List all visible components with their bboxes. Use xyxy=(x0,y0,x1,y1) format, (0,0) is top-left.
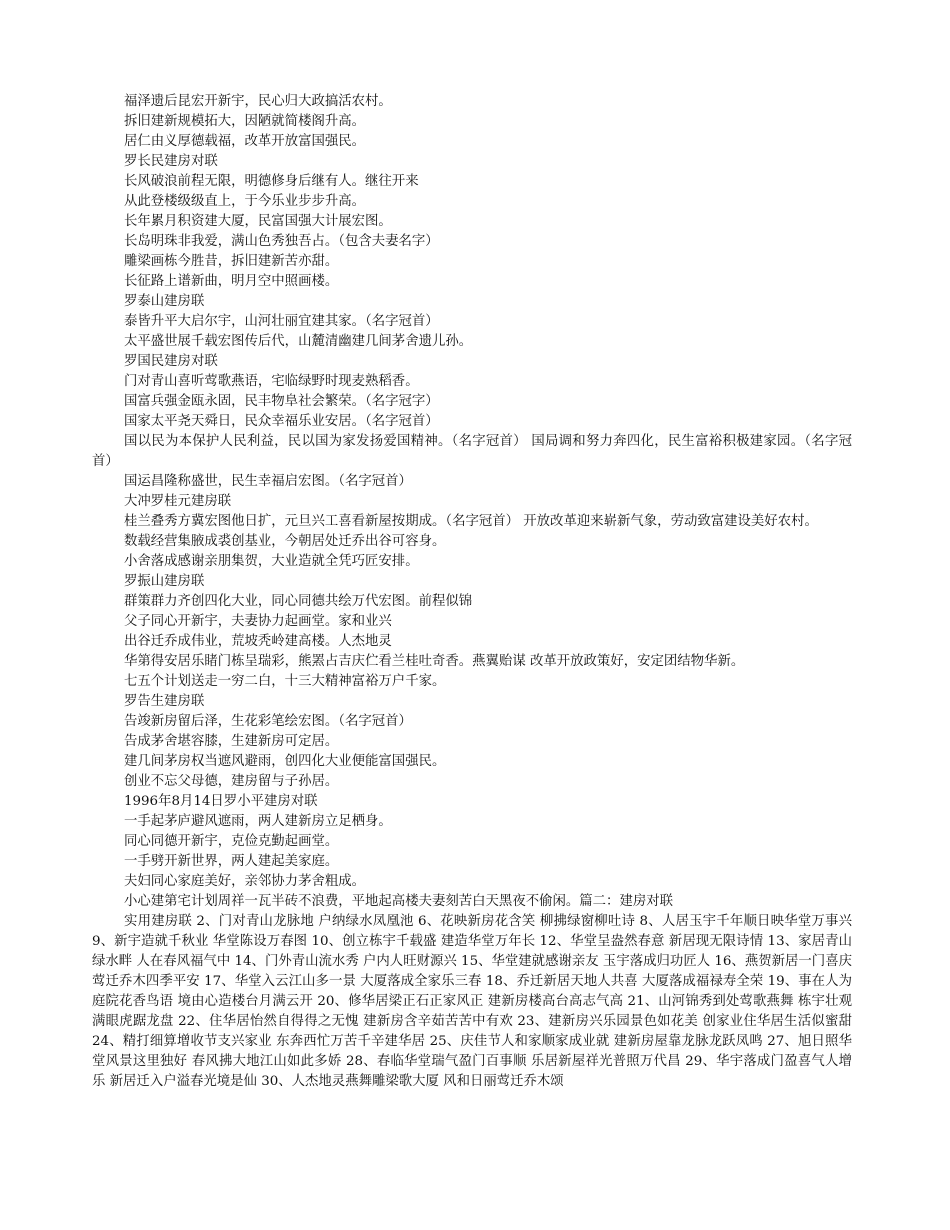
section-heading: 罗告生建房联 xyxy=(124,694,205,709)
paragraph: 夫妇同心家庭美好，亲邻协力茅舍粗成。 xyxy=(124,874,366,889)
paragraph: 太平盛世展千载宏图传后代，山麓清幽建几间茅舍遗儿孙。 xyxy=(124,334,473,349)
section-heading: 大冲罗桂元建房联 xyxy=(124,494,232,509)
section-heading: 1996年8月14日罗小平建房对联 xyxy=(124,794,318,809)
section-heading: 罗长民建房对联 xyxy=(124,154,218,169)
paragraph: 数载经营集腋成裘创基业，今朝居处迁乔出谷可容身。 xyxy=(124,534,446,549)
paragraph: 泰皆升平大启尔宇，山河壮丽宜建其家。（名字冠首） xyxy=(124,314,439,329)
paragraph: 长风破浪前程无限，明德修身后继有人。继往开来 xyxy=(124,174,419,189)
paragraph: 长征路上谱新曲，明月空中照画楼。 xyxy=(124,274,339,289)
paragraph: 小舍落成感谢亲朋集贺，大业造就全凭巧匠安排。 xyxy=(124,554,419,569)
paragraph: 一手起茅庐避风遮雨，两人建新房立足栖身。 xyxy=(124,814,392,829)
paragraph: 居仁由义厚德载福，改革开放富国强民。 xyxy=(124,134,366,149)
paragraph: 国运昌隆称盛世，民生幸福启宏图。（名字冠首） xyxy=(124,474,412,489)
paragraph: 国以民为本保护人民利益，民以国为家发扬爱国精神。（名字冠首） 国局调和努力奔四化，民生富裕积极建家园。（名字冠首） xyxy=(92,434,852,469)
paragraph: 一手劈开新世界，两人建起美家庭。 xyxy=(124,854,339,869)
paragraph: 福泽遗后昆宏开新宇，民心归大政搞活农村。 xyxy=(124,94,392,109)
paragraph: 出谷迁乔成伟业，荒坡秃岭建高楼。人杰地灵 xyxy=(124,634,392,649)
section-heading: 罗振山建房联 xyxy=(124,574,205,589)
paragraph: 实用建房联 2、门对青山龙脉地 户纳绿水凤凰池 6、花映新房花含笑 柳拂绿窗柳吐诗 8、人居玉宇千年顺日映华堂万事兴 9、新宇造就千秋业 华堂陈设万春图 10、创立栋宇千载盛 建造华堂万年长 12、华堂呈盎然春意 新居现无限诗情 13、家居青山绿水畔 人在春风福气中 14、门外青山流水秀 户内人旺财源兴 15、华堂建就感谢亲友 玉宇落成归功匠人 16、燕贺新居一门喜庆 莺迁乔木四季平安 17、华堂入云江山多一景 大厦落成全家乐三春 18、乔迁新居天地人共喜 大厦落成福禄寿全荣 19、事在人为庭院花香鸟语 境由心造楼台月满云开 20、修华居梁正石正家风正 建新房楼高台高志气高 21、山河锦秀到处莺歌燕舞 栋宇壮观满眼虎踞龙盘 22、住华居怡然自得得之无愧 建新房含辛茹苦苦中有欢 23、建新房兴乐园景色如花美 创家业住华居生活似蜜甜 24、精打细算增收节支兴家业 东奔西忙万苦千辛建华居 25、庆佳节人和家顺家成业就 建新房屋靠龙脉龙跃凤鸣 27、旭日照华堂风景这里独好 春风拂大地江山如此多娇 28、春临华堂瑞气盈门百事顺 乐居新屋祥光普照万代昌 29、华宇落成门盈喜气人增乐 新居迁入户溢春光境是仙 30、人杰地灵燕舞雕梁歌大厦 风和日丽莺迁乔木颂 xyxy=(92,914,852,1089)
paragraph: 建几间茅房权当遮风避雨，创四化大业便能富国强民。 xyxy=(124,754,446,769)
document-body xyxy=(92,92,852,1092)
paragraph: 桂兰叠秀方冀宏图他日扩，元旦兴工喜看新屋按期成。（名字冠首） 开放改革迎来崭新气象，劳动致富建设美好农村。 xyxy=(124,514,818,529)
paragraph: 七五个计划送走一穷二白，十三大精神富裕万户千家。 xyxy=(124,674,446,689)
paragraph: 告成茅舍堪容膝，生建新房可定居。 xyxy=(124,734,339,749)
paragraph: 长年累月积资建大厦，民富国强大计展宏图。 xyxy=(124,214,392,229)
paragraph: 国富兵强金瓯永固，民丰物阜社会繁荣。（名字冠字） xyxy=(124,394,439,409)
paragraph: 华第得安居乐睹门栋呈瑞彩，熊罴占吉庆伫看兰桂吐奇香。燕翼贻谋 改革开放政策好，安定团结物华新。 xyxy=(124,654,745,669)
section-heading: 罗国民建房对联 xyxy=(124,354,218,369)
paragraph: 父子同心开新宇，夫妻协力起画堂。家和业兴 xyxy=(124,614,392,629)
section-heading: 罗泰山建房联 xyxy=(124,294,205,309)
paragraph: 告竣新房留后泽，生花彩笔绘宏图。（名字冠首） xyxy=(124,714,412,729)
paragraph: 雕梁画栋今胜昔，拆旧建新苦亦甜。 xyxy=(124,254,339,269)
paragraph: 小心建第宅计划周祥一瓦半砖不浪费，平地起高楼夫妻刻苦白天黑夜不偷闲。篇二：建房对联 xyxy=(124,894,674,909)
paragraph: 长岛明珠非我爱，满山色秀独吾占。（包含夫妻名字） xyxy=(124,234,439,249)
paragraph: 从此登楼级级直上，于今乐业步步升高。 xyxy=(124,194,366,209)
paragraph: 门对青山喜听莺歌燕语，宅临绿野时现麦熟稻香。 xyxy=(124,374,419,389)
paragraph: 群策群力齐创四化大业，同心同德共绘万代宏图。前程似锦 xyxy=(124,594,473,609)
paragraph: 同心同德开新宇，克俭克勤起画堂。 xyxy=(124,834,339,849)
paragraph: 拆旧建新规模拓大，因陋就简楼阁升高。 xyxy=(124,114,366,129)
paragraph: 国家太平尧天舜日，民众幸福乐业安居。（名字冠首） xyxy=(124,414,439,429)
paragraph: 创业不忘父母德，建房留与子孙居。 xyxy=(124,774,339,789)
